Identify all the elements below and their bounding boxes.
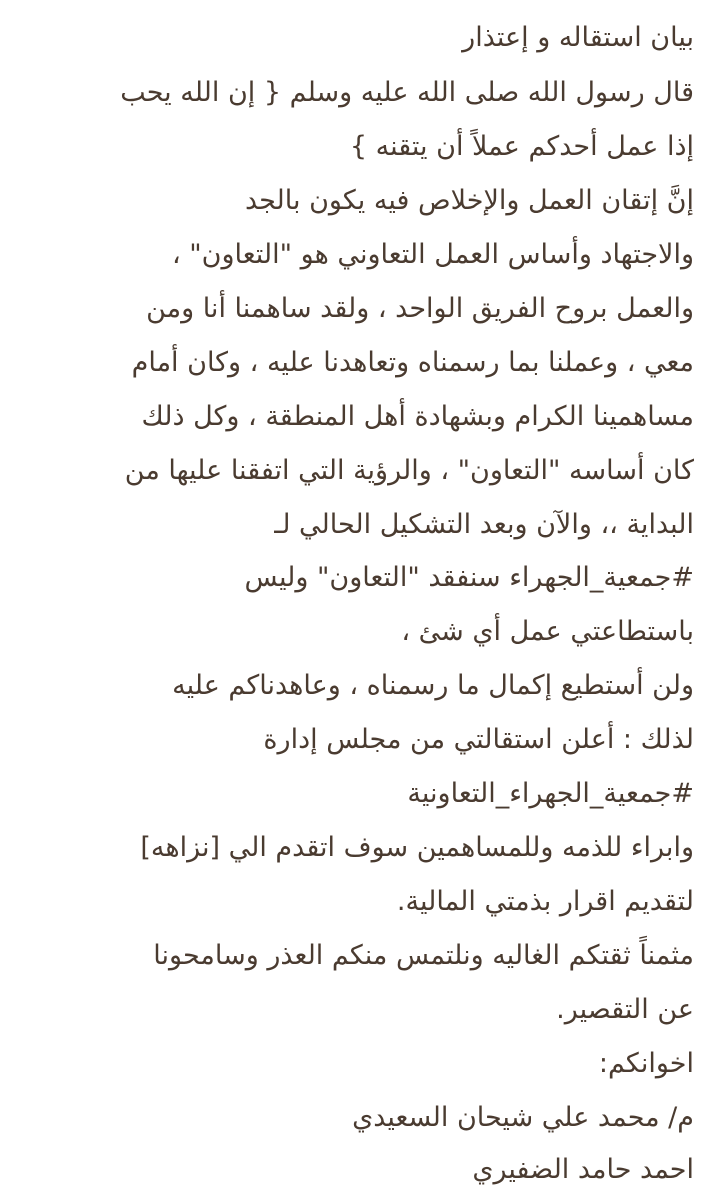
text-line: البداية ،، والآن وبعد التشكيل الحالي لـ [274, 509, 694, 540]
text-line: والعمل بروح الفريق الواحد ، ولقد ساهمنا أنا ومن [146, 293, 694, 324]
signatory-name: م/ محمد علي شيحان السعيدي [352, 1102, 694, 1133]
text-line: وابراء للذمه وللمساهمين سوف اتقدم الي [نزاهه] [140, 832, 694, 863]
hashtag-line: #جمعية_الجهراء سنفقد "التعاون" وليس [244, 562, 694, 593]
text-line: مثمناً ثقتكم الغاليه ونلتمس منكم العذر وسامحونا [153, 940, 694, 971]
text-line: باستطاعتي عمل أي شئ ، [401, 616, 694, 647]
text-line: لذلك : أعلن استقالتي من مجلس إدارة [263, 724, 694, 755]
statement-title: بيان استقاله و إعتذار [462, 22, 694, 53]
text-line: والاجتهاد وأساس العمل التعاوني هو "التعاون" ، [171, 239, 694, 270]
text-line: إنَّ إتقان العمل والإخلاص فيه يكون بالجد [244, 185, 694, 216]
closing-line: اخوانكم: [598, 1048, 694, 1079]
text-line: مساهمينا الكرام وبشهادة أهل المنطقة ، وكل ذلك [141, 401, 694, 432]
text-line: عن التقصير. [556, 994, 694, 1025]
text-line: ولن أستطيع إكمال ما رسمناه ، وعاهدناكم عليه [172, 670, 694, 701]
hashtag-line: #جمعية_الجهراء_التعاونية [407, 778, 694, 809]
text-line: لتقديم اقرار بذمتي المالية. [396, 886, 694, 917]
text-line: معي ، وعملنا بما رسمناه وتعاهدنا عليه ، وكان أمام [131, 347, 694, 378]
text-line: إذا عمل أحدكم عملاً أن يتقنه } [349, 131, 694, 162]
text-line: قال رسول الله صلى الله عليه وسلم { إن الله يحب [120, 77, 694, 108]
signatory-name: احمد حامد الضفيري [472, 1154, 694, 1185]
text-line: كان أساسه "التعاون" ، والرؤية التي اتفقنا عليها من [124, 455, 694, 486]
